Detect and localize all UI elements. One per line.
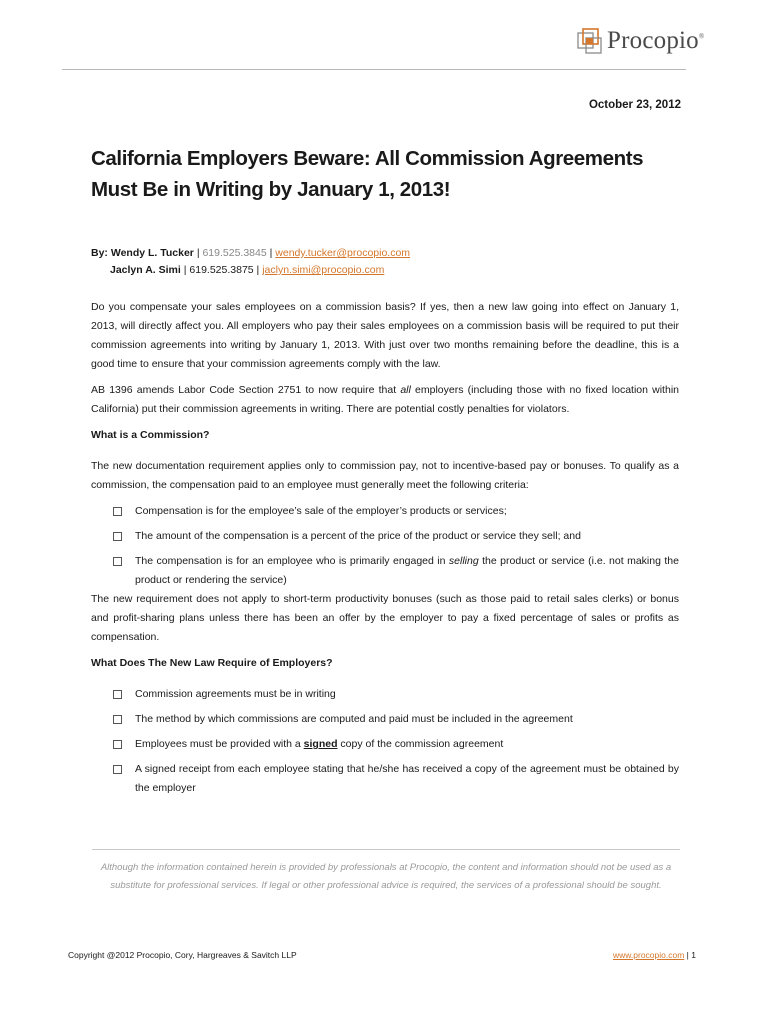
author-name: Jaclyn A. Simi: [110, 264, 181, 276]
author-line-1: By: Wendy L. Tucker | 619.525.3845 | wendy.tucker@procopio.com: [91, 247, 411, 259]
disclaimer-text: Although the information contained herein is provided by professionals at Procopio, the content and information should not be used as a substitute for professional services. If legal or other professional advice is required, the services of a professional should be sought.: [100, 862, 672, 891]
section-heading-requirements: What Does The New Law Require of Employers?: [91, 657, 333, 669]
copyright-text: Copyright @2012 Procopio, Cory, Hargreaves & Savitch LLP: [68, 950, 297, 960]
list-item: Compensation is for the employee’s sale of the employer’s products or services;: [91, 502, 679, 521]
list-item: Employees must be provided with a signed copy of the commission agreement: [91, 735, 679, 754]
procopio-logo-text: Procopio®: [607, 27, 705, 54]
author-phone: 619.525.3845: [202, 247, 267, 259]
page-number: 1: [691, 950, 696, 960]
commission-paragraph: The new documentation requirement applies only to commission pay, not to incentive-based pay or bonuses. To qualify as a commission, the compensation paid to an employee must generally meet the following criteria:: [91, 460, 679, 491]
document-title: California Employers Beware: All Commission Agreements Must Be in Writing by January 1, 2013!: [91, 147, 644, 201]
checkbox-bullet-icon: [113, 715, 122, 724]
list-item: The compensation is for an employee who is primarily engaged in selling the product or service (i.e. not making the product or rendering the service): [91, 552, 679, 590]
checkbox-bullet-icon: [113, 690, 122, 699]
author-email-link[interactable]: jaclyn.simi@procopio.com: [262, 264, 385, 276]
intro-paragraph: Do you compensate your sales employees on a commission basis? If yes, then a new law going into effect on January 1, 2013, will directly affect you. All employers who pay their sales employees on a commission basis will be required to put their commission agreements into writing by January 1, 2013. With just over two months remaining before the deadline, this is a good time to ensure that your commission agreements comply with the law.: [91, 301, 679, 370]
author-name: Wendy L. Tucker: [110, 247, 194, 259]
footer-divider: [92, 849, 680, 850]
criteria-list: [91, 502, 679, 590]
procopio-logo: [577, 24, 704, 58]
author-email-link[interactable]: wendy.tucker@procopio.com: [275, 247, 411, 259]
requirements-list: [91, 685, 679, 798]
document-date: October 23, 2012: [588, 99, 681, 111]
list-item: The amount of the compensation is a percent of the price of the product or service they sell; and: [91, 527, 679, 546]
exclusions-paragraph: The new requirement does not apply to short-term productivity bonuses (such as those paid to retail sales clerks) or bonus and profit-sharing plans unless there has been an offer by the employer to pay a fixed percentage of sales or profits as compensation.: [91, 593, 679, 643]
list-item: Commission agreements must be in writing: [91, 685, 679, 704]
checkbox-bullet-icon: [113, 532, 122, 541]
list-item: A signed receipt from each employee stating that he/she has received a copy of the agreement must be obtained by the employer: [91, 760, 679, 798]
author-byline: [91, 245, 410, 279]
checkbox-bullet-icon: [113, 557, 122, 566]
website-link[interactable]: www.procopio.com: [612, 950, 685, 960]
section-heading-commission: What is a Commission?: [91, 429, 210, 441]
checkbox-bullet-icon: [113, 507, 122, 516]
footer-page-info: www.procopio.com | 1: [612, 950, 696, 960]
ab1396-paragraph: AB 1396 amends Labor Code Section 2751 to now require that all employers (including those with no fixed location within California) put their commission agreements in writing. There are potential costly penalties for violators.: [91, 384, 679, 415]
author-line-2: Jaclyn A. Simi | 619.525.3875 | jaclyn.simi@procopio.com: [110, 264, 385, 276]
author-phone: 619.525.3875: [189, 264, 254, 276]
checkbox-bullet-icon: [113, 740, 122, 749]
procopio-logo-icon: [577, 27, 603, 55]
list-item: The method by which commissions are computed and paid must be included in the agreement: [91, 710, 679, 729]
checkbox-bullet-icon: [113, 765, 122, 774]
header-divider: [62, 69, 686, 70]
article-body: [91, 298, 679, 804]
